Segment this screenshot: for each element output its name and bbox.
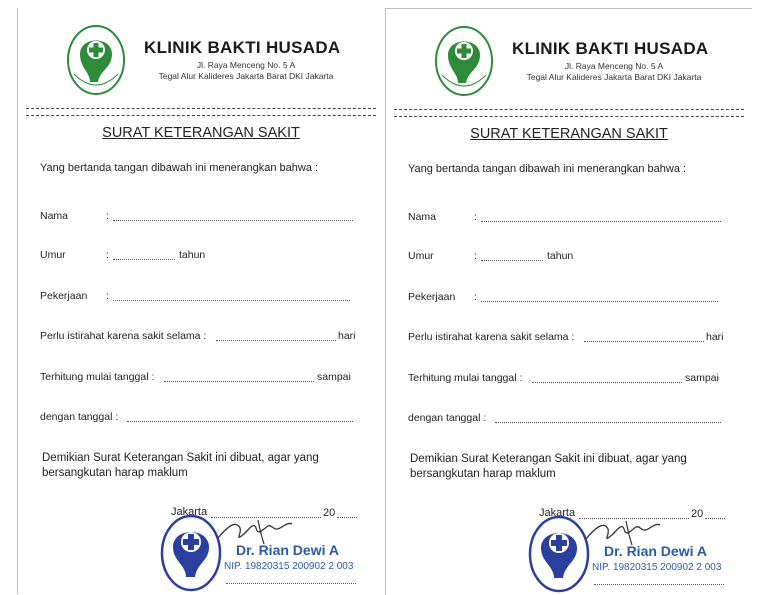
doctor-name: Dr. Rian Dewi A	[604, 543, 707, 559]
doctor-nip: NIP. 19820315 200902 2 003	[224, 561, 354, 572]
istirahat-line	[216, 340, 336, 341]
umur-unit: tahun	[179, 249, 206, 261]
umur-label: Umur	[40, 249, 66, 261]
dengan-line	[495, 422, 721, 423]
closing-text: Demikian Surat Keterangan Sakit ini dibuat, agar yang bersangkutan harap maklum	[410, 453, 687, 480]
umur-line	[481, 260, 543, 261]
certificate-page-right	[385, 8, 752, 595]
clinic-address-line2: Tegal Alur Kalideres Jakarta Barat DKI Jakarta	[526, 72, 702, 82]
intro-text: Yang bertanda tangan dibawah ini menerangkan bahwa :	[40, 162, 319, 174]
mulai-suffix: sampai	[317, 371, 351, 383]
istirahat-line	[584, 341, 704, 342]
umur-colon: :	[106, 249, 109, 261]
pekerjaan-label: Pekerjaan	[408, 291, 456, 303]
pekerjaan-colon: :	[106, 290, 109, 302]
nama-line	[113, 220, 353, 221]
mulai-suffix: sampai	[685, 372, 719, 384]
mulai-line	[164, 381, 314, 382]
certificate-page-left	[17, 8, 384, 594]
istirahat-label: Perlu istirahat karena sakit selama :	[40, 330, 207, 342]
nama-colon: :	[106, 210, 109, 222]
pekerjaan-line	[113, 300, 350, 301]
nama-label: Nama	[40, 210, 69, 222]
city-label: Jakarta	[171, 506, 208, 518]
year-prefix: 20	[323, 507, 336, 519]
pekerjaan-label: Pekerjaan	[40, 290, 88, 302]
clinic-logo-icon	[434, 25, 494, 97]
istirahat-label: Perlu istirahat karena sakit selama :	[408, 331, 575, 343]
istirahat-unit: hari	[338, 330, 356, 342]
nama-line	[481, 221, 721, 222]
nip-line	[226, 583, 356, 584]
umur-label: Umur	[408, 250, 434, 262]
istirahat-unit: hari	[706, 331, 724, 343]
clinic-address-line2: Tegal Alur Kalideres Jakarta Barat DKI Jakarta	[158, 71, 334, 81]
header-separator	[26, 108, 376, 116]
year-line	[705, 518, 725, 519]
pekerjaan-line	[481, 301, 718, 302]
closing-text: Demikian Surat Keterangan Sakit ini dibuat, agar yang bersangkutan harap maklum	[42, 452, 319, 479]
nip-line	[594, 584, 724, 585]
document-title: SURAT KETERANGAN SAKIT	[470, 126, 668, 142]
mulai-label: Terhitung mulai tanggal :	[40, 371, 155, 383]
mulai-line	[532, 382, 682, 383]
mulai-label: Terhitung mulai tanggal :	[408, 372, 523, 384]
intro-text: Yang bertanda tangan dibawah ini menerangkan bahwa :	[408, 163, 687, 175]
dengan-line	[127, 421, 353, 422]
dengan-label: dengan tanggal :	[408, 412, 487, 424]
umur-unit: tahun	[547, 250, 574, 262]
clinic-name: KLINIK BAKTI HUSADA	[512, 39, 709, 58]
year-line	[337, 517, 357, 518]
document-title: SURAT KETERANGAN SAKIT	[102, 125, 300, 141]
clinic-stamp-icon	[528, 514, 590, 594]
clinic-name: KLINIK BAKTI HUSADA	[144, 38, 341, 57]
nama-colon: :	[474, 211, 477, 223]
clinic-address-line1: Jl. Raya Menceng No. 5 A	[196, 60, 296, 70]
umur-colon: :	[474, 250, 477, 262]
year-prefix: 20	[691, 508, 704, 520]
doctor-name: Dr. Rian Dewi A	[236, 542, 339, 558]
clinic-stamp-icon	[160, 513, 222, 593]
doctor-nip: NIP. 19820315 200902 2 003	[592, 562, 722, 573]
dengan-label: dengan tanggal :	[40, 411, 119, 423]
clinic-address-line1: Jl. Raya Menceng No. 5 A	[564, 61, 664, 71]
nama-label: Nama	[408, 211, 437, 223]
header-separator	[394, 109, 744, 117]
pekerjaan-colon: :	[474, 291, 477, 303]
umur-line	[113, 259, 175, 260]
city-label: Jakarta	[539, 507, 576, 519]
clinic-logo-icon	[66, 24, 126, 96]
